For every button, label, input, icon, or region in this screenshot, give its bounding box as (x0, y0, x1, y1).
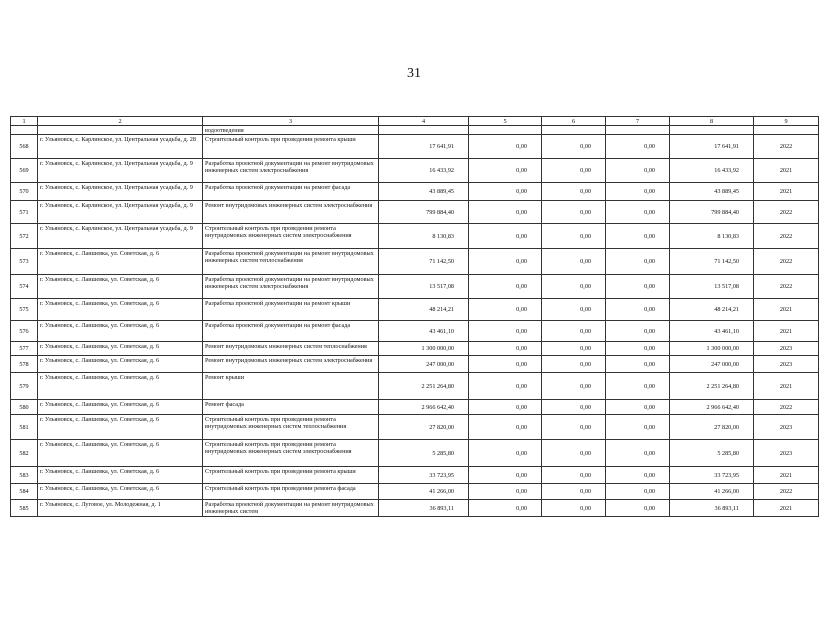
local-budget-cell: 0,00 (606, 201, 670, 224)
local-budget-cell: 0,00 (606, 500, 670, 517)
table-row (11, 299, 819, 321)
owners-funds-cell: 8 130,83 (670, 224, 754, 249)
total-cost-cell: 247 000,00 (379, 356, 469, 373)
total-cost-cell: 16 433,92 (379, 159, 469, 183)
owners-funds-cell: 48 214,21 (670, 299, 754, 321)
owners-funds-cell: 13 517,08 (670, 275, 754, 299)
work-type-cell: Строительный контроль при проведении ремонта фасада (203, 484, 379, 500)
owners-funds-cell: 1 300 000,00 (670, 342, 754, 356)
total-cost-cell: 41 266,00 (379, 484, 469, 500)
fund-cell: 0,00 (469, 159, 542, 183)
local-budget-cell: 0,00 (606, 275, 670, 299)
total-cost-cell: 2 966 642,40 (379, 400, 469, 415)
row-number: 569 (11, 159, 38, 183)
address-cell: г. Ульяновск, с. Карлинское, ул. Центральная усадьба, д. 28 (38, 135, 203, 159)
continuation-row (11, 126, 819, 135)
row-number: 576 (11, 321, 38, 342)
local-budget-cell: 0,00 (606, 224, 670, 249)
local-budget-cell: 0,00 (606, 321, 670, 342)
work-type-cell: Ремонт крыши (203, 373, 379, 400)
table-row (11, 224, 819, 249)
col-header-8: 8 (670, 117, 754, 126)
local-budget-cell: 0,00 (606, 484, 670, 500)
budget-cell: 0,00 (542, 275, 606, 299)
fund-cell: 0,00 (469, 400, 542, 415)
local-budget-cell: 0,00 (606, 400, 670, 415)
local-budget-cell: 0,00 (606, 356, 670, 373)
table-row (11, 159, 819, 183)
work-type-cell: Разработка проектной документации на ремонт внутридомовых инженерных систем электроснабжения (203, 275, 379, 299)
year-cell: 2022 (754, 249, 819, 275)
work-type-cell: Разработка проектной документации на ремонт внутридомовых инженерных систем (203, 500, 379, 517)
row-number: 574 (11, 275, 38, 299)
row-number: 570 (11, 183, 38, 201)
work-type-cell: Строительный контроль при проведении ремонта крыши (203, 467, 379, 484)
table-row (11, 484, 819, 500)
program-table (10, 116, 819, 517)
year-cell: 2022 (754, 135, 819, 159)
total-cost-cell: 17 641,91 (379, 135, 469, 159)
col-header-9: 9 (754, 117, 819, 126)
owners-funds-cell: 36 893,11 (670, 500, 754, 517)
page-number: 31 (407, 66, 421, 81)
row-number: 577 (11, 342, 38, 356)
work-type-cell: Разработка проектной документации на ремонт фасада (203, 183, 379, 201)
work-type-cell: Строительный контроль при проведении ремонта внутридомовых инженерных систем электроснабжения (203, 224, 379, 249)
owners-funds-cell: 71 142,50 (670, 249, 754, 275)
budget-cell: 0,00 (542, 249, 606, 275)
work-type-cell: Строительный контроль при проведении ремонта внутридомовых инженерных систем теплоснабжения (203, 415, 379, 440)
row-number: 582 (11, 440, 38, 467)
col-header-6: 6 (542, 117, 606, 126)
owners-funds-cell: 43 889,45 (670, 183, 754, 201)
budget-cell: 0,00 (542, 500, 606, 517)
budget-cell: 0,00 (542, 373, 606, 400)
header-row (11, 117, 819, 126)
address-cell: г. Ульяновск, с. Лаишевка, ул. Советская, д. 6 (38, 356, 203, 373)
owners-funds-cell: 5 285,80 (670, 440, 754, 467)
budget-cell: 0,00 (542, 415, 606, 440)
fund-cell: 0,00 (469, 484, 542, 500)
owners-funds-cell: 41 266,00 (670, 484, 754, 500)
local-budget-cell: 0,00 (606, 159, 670, 183)
budget-cell: 0,00 (542, 342, 606, 356)
address-cell: г. Ульяновск, с. Карлинское, ул. Центральная усадьба, д. 9 (38, 159, 203, 183)
row-number: 575 (11, 299, 38, 321)
row-number: 584 (11, 484, 38, 500)
budget-cell: 0,00 (542, 356, 606, 373)
address-cell: г. Ульяновск, с. Карлинское, ул. Центральная усадьба, д. 9 (38, 224, 203, 249)
row-number: 583 (11, 467, 38, 484)
fund-cell: 0,00 (469, 415, 542, 440)
budget-cell: 0,00 (542, 299, 606, 321)
address-cell: г. Ульяновск, с. Лаишевка, ул. Советская, д. 6 (38, 400, 203, 415)
address-cell: г. Ульяновск, с. Карлинское, ул. Центральная усадьба, д. 9 (38, 183, 203, 201)
year-cell: 2023 (754, 415, 819, 440)
year-cell: 2021 (754, 467, 819, 484)
fund-cell: 0,00 (469, 356, 542, 373)
year-cell: 2021 (754, 183, 819, 201)
table-row (11, 275, 819, 299)
owners-funds-cell: 2 966 642,40 (670, 400, 754, 415)
address-cell: г. Ульяновск, с. Лаишевка, ул. Советская, д. 6 (38, 249, 203, 275)
address-cell: г. Ульяновск, с. Лаишевка, ул. Советская, д. 6 (38, 321, 203, 342)
address-cell: г. Ульяновск, с. Луговое, ул. Молодежная, д. 1 (38, 500, 203, 517)
table-row (11, 467, 819, 484)
fund-cell: 0,00 (469, 342, 542, 356)
total-cost-cell: 48 214,21 (379, 299, 469, 321)
col-header-3: 3 (203, 117, 379, 126)
budget-cell: 0,00 (542, 159, 606, 183)
budget-cell: 0,00 (542, 183, 606, 201)
row-number: 585 (11, 500, 38, 517)
table-row (11, 342, 819, 356)
budget-cell: 0,00 (542, 224, 606, 249)
local-budget-cell: 0,00 (606, 440, 670, 467)
total-cost-cell: 5 285,80 (379, 440, 469, 467)
row-number: 580 (11, 400, 38, 415)
work-type-cell: Строительный контроль при проведении ремонта крыши (203, 135, 379, 159)
total-cost-cell: 13 517,08 (379, 275, 469, 299)
fund-cell: 0,00 (469, 249, 542, 275)
total-cost-cell: 8 130,83 (379, 224, 469, 249)
work-type-cell: Строительный контроль при проведении ремонта внутридомовых инженерных систем электроснабжения (203, 440, 379, 467)
col-header-2: 2 (38, 117, 203, 126)
work-type-cell: Ремонт внутридомовых инженерных систем теплоснабжения (203, 342, 379, 356)
fund-cell: 0,00 (469, 373, 542, 400)
work-type-cell: Ремонт фасада (203, 400, 379, 415)
local-budget-cell: 0,00 (606, 249, 670, 275)
year-cell: 2022 (754, 400, 819, 415)
total-cost-cell: 799 884,40 (379, 201, 469, 224)
local-budget-cell: 0,00 (606, 299, 670, 321)
document-table-wrapper (10, 116, 818, 517)
fund-cell: 0,00 (469, 500, 542, 517)
row-number: 572 (11, 224, 38, 249)
row-number: 568 (11, 135, 38, 159)
row-number: 571 (11, 201, 38, 224)
budget-cell: 0,00 (542, 484, 606, 500)
work-type-cell: Разработка проектной документации на ремонт внутридомовых инженерных систем теплоснабжения (203, 249, 379, 275)
year-cell: 2023 (754, 356, 819, 373)
total-cost-cell: 27 820,00 (379, 415, 469, 440)
year-cell: 2021 (754, 159, 819, 183)
year-cell: 2021 (754, 500, 819, 517)
row-number: 578 (11, 356, 38, 373)
address-cell: г. Ульяновск, с. Лаишевка, ул. Советская, д. 6 (38, 467, 203, 484)
total-cost-cell: 43 889,45 (379, 183, 469, 201)
owners-funds-cell: 2 251 264,80 (670, 373, 754, 400)
address-cell: г. Ульяновск, с. Карлинское, ул. Центральная усадьба, д. 9 (38, 201, 203, 224)
address-cell: г. Ульяновск, с. Лаишевка, ул. Советская, д. 6 (38, 484, 203, 500)
budget-cell: 0,00 (542, 440, 606, 467)
fund-cell: 0,00 (469, 467, 542, 484)
local-budget-cell: 0,00 (606, 415, 670, 440)
table-row (11, 135, 819, 159)
year-cell: 2022 (754, 275, 819, 299)
continuation-text: водоотведения (203, 126, 379, 135)
work-type-cell: Ремонт внутридомовых инженерных систем электроснабжения (203, 356, 379, 373)
work-type-cell: Разработка проектной документации на ремонт внутридомовых инженерных систем электроснабжения (203, 159, 379, 183)
total-cost-cell: 1 300 000,00 (379, 342, 469, 356)
budget-cell: 0,00 (542, 467, 606, 484)
work-type-cell: Разработка проектной документации на ремонт фасада (203, 321, 379, 342)
table-row (11, 500, 819, 517)
row-number: 573 (11, 249, 38, 275)
fund-cell: 0,00 (469, 135, 542, 159)
table-row (11, 400, 819, 415)
year-cell: 2021 (754, 373, 819, 400)
local-budget-cell: 0,00 (606, 467, 670, 484)
year-cell: 2023 (754, 440, 819, 467)
col-header-5: 5 (469, 117, 542, 126)
total-cost-cell: 33 723,95 (379, 467, 469, 484)
total-cost-cell: 2 251 264,80 (379, 373, 469, 400)
owners-funds-cell: 799 884,40 (670, 201, 754, 224)
local-budget-cell: 0,00 (606, 183, 670, 201)
total-cost-cell: 43 461,10 (379, 321, 469, 342)
fund-cell: 0,00 (469, 275, 542, 299)
table-row (11, 440, 819, 467)
budget-cell: 0,00 (542, 135, 606, 159)
address-cell: г. Ульяновск, с. Лаишевка, ул. Советская, д. 6 (38, 373, 203, 400)
fund-cell: 0,00 (469, 299, 542, 321)
table-row (11, 356, 819, 373)
address-cell: г. Ульяновск, с. Лаишевка, ул. Советская, д. 6 (38, 275, 203, 299)
year-cell: 2021 (754, 321, 819, 342)
owners-funds-cell: 247 000,00 (670, 356, 754, 373)
fund-cell: 0,00 (469, 201, 542, 224)
owners-funds-cell: 17 641,91 (670, 135, 754, 159)
year-cell: 2022 (754, 201, 819, 224)
fund-cell: 0,00 (469, 224, 542, 249)
budget-cell: 0,00 (542, 400, 606, 415)
work-type-cell: Ремонт внутридомовых инженерных систем электроснабжения (203, 201, 379, 224)
budget-cell: 0,00 (542, 321, 606, 342)
fund-cell: 0,00 (469, 440, 542, 467)
table-row (11, 373, 819, 400)
table-row (11, 201, 819, 224)
owners-funds-cell: 43 461,10 (670, 321, 754, 342)
year-cell: 2021 (754, 299, 819, 321)
year-cell: 2022 (754, 224, 819, 249)
table-row (11, 321, 819, 342)
table-row (11, 415, 819, 440)
row-number: 581 (11, 415, 38, 440)
fund-cell: 0,00 (469, 183, 542, 201)
year-cell: 2023 (754, 342, 819, 356)
address-cell: г. Ульяновск, с. Лаишевка, ул. Советская, д. 6 (38, 299, 203, 321)
table-row (11, 249, 819, 275)
address-cell: г. Ульяновск, с. Лаишевка, ул. Советская, д. 6 (38, 342, 203, 356)
budget-cell: 0,00 (542, 201, 606, 224)
local-budget-cell: 0,00 (606, 342, 670, 356)
owners-funds-cell: 16 433,92 (670, 159, 754, 183)
col-header-4: 4 (379, 117, 469, 126)
year-cell: 2022 (754, 484, 819, 500)
local-budget-cell: 0,00 (606, 135, 670, 159)
address-cell: г. Ульяновск, с. Лаишевка, ул. Советская, д. 6 (38, 440, 203, 467)
row-number: 579 (11, 373, 38, 400)
col-header-1: 1 (11, 117, 38, 126)
fund-cell: 0,00 (469, 321, 542, 342)
table-row (11, 183, 819, 201)
col-header-7: 7 (606, 117, 670, 126)
table-body (11, 126, 819, 517)
total-cost-cell: 36 893,11 (379, 500, 469, 517)
local-budget-cell: 0,00 (606, 373, 670, 400)
address-cell: г. Ульяновск, с. Лаишевка, ул. Советская, д. 6 (38, 415, 203, 440)
total-cost-cell: 71 142,50 (379, 249, 469, 275)
owners-funds-cell: 27 820,00 (670, 415, 754, 440)
work-type-cell: Разработка проектной документации на ремонт крыши (203, 299, 379, 321)
owners-funds-cell: 33 723,95 (670, 467, 754, 484)
